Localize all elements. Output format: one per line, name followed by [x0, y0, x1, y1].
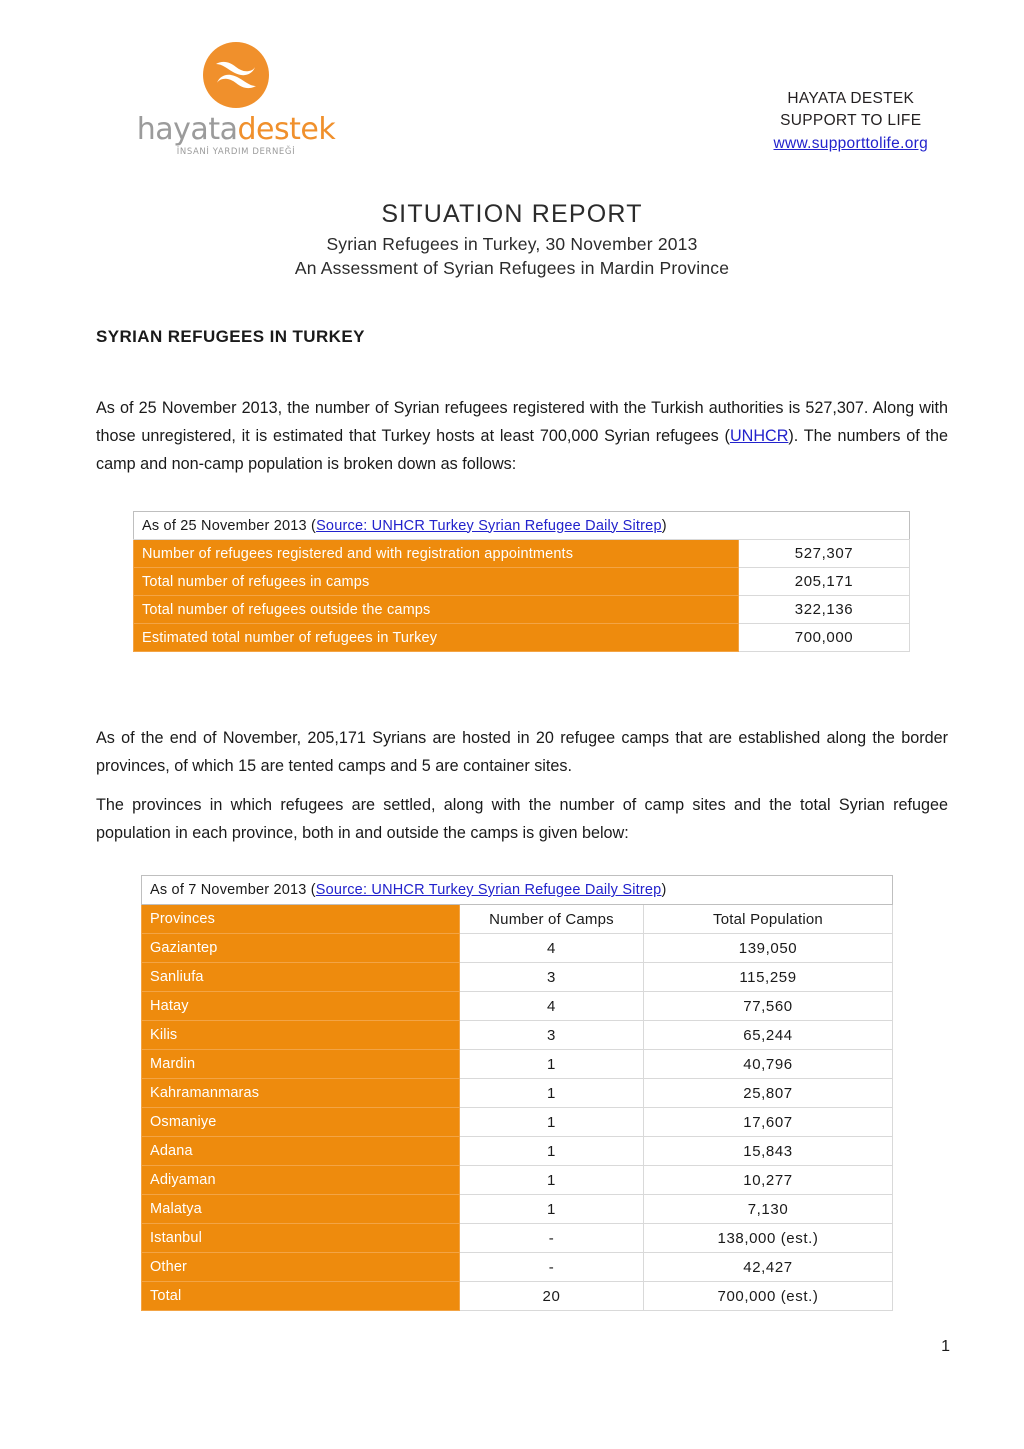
table-row: [134, 624, 910, 652]
column-header-provinces: Provinces: [142, 905, 460, 934]
table-caption-row: [142, 876, 893, 905]
table2-row7-population: 15,843: [644, 1137, 893, 1166]
table-row-total: [142, 1282, 893, 1311]
table-row: [142, 1079, 893, 1108]
table2-row4-province: Mardin: [142, 1050, 460, 1079]
table2-source-link[interactable]: Source: UNHCR Turkey Syrian Refugee Daily Sitrep: [315, 882, 662, 898]
refugee-totals-table: [133, 511, 910, 652]
table2-caption-cell: [142, 876, 893, 905]
table-row: [142, 1253, 893, 1282]
table2-row2-camps: 4: [460, 992, 644, 1021]
paragraph-intro-text-a: As of 25 November 2013, the number of Syrian refugees registered with the Turkish authorities is 527,307. Along with those unregistered, it is estimated that Turkey hosts at least 700,000 Syrian refugees (: [96, 399, 948, 446]
table2-row8-province: Adiyaman: [142, 1166, 460, 1195]
table1-caption-prefix: As of 25 November 2013 (: [142, 517, 317, 534]
paragraph-intro: [96, 394, 948, 478]
table2-row3-province: Kilis: [142, 1021, 460, 1050]
table-row: [142, 1021, 893, 1050]
table2-row7-camps: 1: [460, 1137, 644, 1166]
table1-row2-label: Total number of refugees outside the camps: [134, 596, 739, 624]
paragraph-intro-text-b: ). The numbers of the camp and non-camp population is broken down as follows:: [96, 427, 948, 474]
table1-row1-value: 205,171: [739, 568, 910, 596]
page-number: 1: [941, 1338, 950, 1355]
column-header-population: Total Population: [644, 905, 893, 934]
table2-row5-population: 25,807: [644, 1079, 893, 1108]
refugee-totals-table-body: [134, 512, 910, 652]
table2-row1-province: Sanliufa: [142, 963, 460, 992]
table2-row11-population: 42,427: [644, 1253, 893, 1282]
table2-row11-camps: -: [460, 1253, 644, 1282]
table2-caption-suffix: ): [661, 882, 667, 898]
table2-row6-province: Osmaniye: [142, 1108, 460, 1137]
page-header: [0, 42, 1024, 172]
table-header-row: [142, 905, 893, 934]
table2-row5-camps: 1: [460, 1079, 644, 1108]
table2-row10-population: 138,000 (est.): [644, 1224, 893, 1253]
table-row: [142, 992, 893, 1021]
report-subtitle-primary: Syrian Refugees in Turkey, 30 November 2013: [326, 234, 698, 254]
paragraph-provinces-lead-in: The provinces in which refugees are settled, along with the number of camp sites and the total Syrian refugee population in each province, both in and outside the camps is given below:: [96, 796, 948, 843]
table-row: [142, 1224, 893, 1253]
table-row: [134, 568, 910, 596]
table2-row1-population: 115,259: [644, 963, 893, 992]
table1-row3-value: 700,000: [739, 624, 910, 652]
table-row: [134, 596, 910, 624]
table2-row10-camps: -: [460, 1224, 644, 1253]
table-caption-row: [134, 512, 910, 540]
provinces-table: [141, 875, 893, 1311]
table2-row12-camps: 20: [460, 1282, 644, 1311]
table1-row2-value: 322,136: [739, 596, 910, 624]
table2-row5-province: Kahramanmaras: [142, 1079, 460, 1108]
table1-caption-cell: [134, 512, 910, 540]
table2-row6-population: 17,607: [644, 1108, 893, 1137]
table2-row0-population: 139,050: [644, 934, 893, 963]
table2-caption-prefix: As of 7 November 2013 (: [150, 882, 316, 898]
unhcr-link[interactable]: UNHCR: [729, 427, 789, 446]
table2-row6-camps: 1: [460, 1108, 644, 1137]
page-title: SITUATION REPORT: [381, 200, 643, 228]
table2-row2-population: 77,560: [644, 992, 893, 1021]
table2-row2-province: Hatay: [142, 992, 460, 1021]
table2-row12-province: Total: [142, 1282, 460, 1311]
org-name-english: SUPPORT TO LIFE: [780, 112, 922, 130]
organization-contact-block: [774, 88, 928, 155]
logo-word-hayata: hayata: [136, 112, 238, 147]
hands-logo-icon: [203, 42, 269, 108]
table2-row8-population: 10,277: [644, 1166, 893, 1195]
table1-row0-label: Number of refugees registered and with registration appointments: [134, 540, 739, 568]
table2-row3-population: 65,244: [644, 1021, 893, 1050]
table2-row9-population: 7,130: [644, 1195, 893, 1224]
table2-row0-province: Gaziantep: [142, 934, 460, 963]
organization-website-link[interactable]: www.supporttolife.org: [773, 134, 928, 152]
table-row: [142, 1050, 893, 1079]
table1-row1-label: Total number of refugees in camps: [134, 568, 739, 596]
report-subtitle-secondary: An Assessment of Syrian Refugees in Mardin Province: [294, 258, 730, 278]
table2-row7-province: Adana: [142, 1137, 460, 1166]
table-row: [142, 1195, 893, 1224]
table2-row9-camps: 1: [460, 1195, 644, 1224]
table2-row8-camps: 1: [460, 1166, 644, 1195]
hands-glyph-icon: [203, 42, 269, 108]
logo-wordmark: [86, 114, 386, 146]
table1-row0-value: 527,307: [739, 540, 910, 568]
table2-row4-population: 40,796: [644, 1050, 893, 1079]
table2-row3-camps: 3: [460, 1021, 644, 1050]
table2-row0-camps: 4: [460, 934, 644, 963]
table-row: [142, 963, 893, 992]
provinces-table-body: [142, 876, 893, 1311]
table-row: [142, 934, 893, 963]
paragraph-camps: As of the end of November, 205,171 Syrians are hosted in 20 refugee camps that are established along the border provinces, of which 15 are tented camps and 5 are container sites.: [96, 729, 948, 776]
table-row: [142, 1108, 893, 1137]
table2-row9-province: Malatya: [142, 1195, 460, 1224]
table2-row1-camps: 3: [460, 963, 644, 992]
logo-subtitle: İNSANİ YARDIM DERNEĞİ: [176, 146, 296, 157]
table2-row12-population: 700,000 (est.): [644, 1282, 893, 1311]
table-row: [142, 1137, 893, 1166]
section-heading-syrian-refugees: SYRIAN REFUGEES IN TURKEY: [96, 327, 365, 346]
report-title-block: [0, 200, 1024, 279]
logo-word-destek: destek: [237, 112, 336, 147]
table1-row3-label: Estimated total number of refugees in Turkey: [134, 624, 739, 652]
table1-caption-suffix: ): [661, 517, 667, 534]
table-row: [134, 540, 910, 568]
table1-source-link[interactable]: Source: UNHCR Turkey Syrian Refugee Daily Sitrep: [316, 517, 662, 534]
organization-logo: [86, 42, 386, 157]
table2-row4-camps: 1: [460, 1050, 644, 1079]
table2-row10-province: Istanbul: [142, 1224, 460, 1253]
table2-row11-province: Other: [142, 1253, 460, 1282]
column-header-camps: Number of Camps: [460, 905, 644, 934]
org-name-turkish: HAYATA DESTEK: [787, 90, 915, 107]
table-row: [142, 1166, 893, 1195]
